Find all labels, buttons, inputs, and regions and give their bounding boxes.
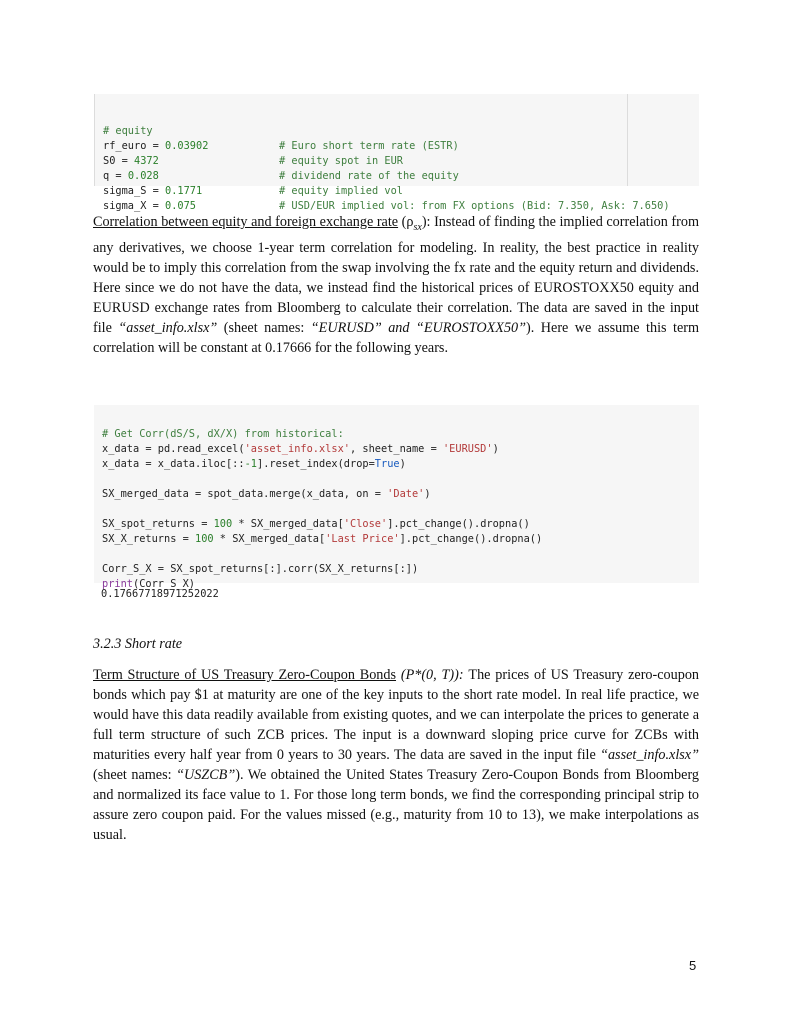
code-line: S0 = 4372 # equity spot in EUR xyxy=(103,155,403,167)
paragraph-correlation: Correlation between equity and foreign exchange rate $(\rho_{sx})$: Instead of finding the implied correlation from any derivatives, we choose 1-year term correlation for modeling. In reality, the best practice in reality would be to imply this correlation from the swap involving the fx rate and the equity return and dividends. Here since we do not have the data, we instead find the historical prices of EUROSTOXX50 equity and EURUSD exchange rates from Bloomberg to calculate their correlation. The data are saved in the input file “asset_info.xlsx” (sheet names: “EURUSD” and “EUROSTOXX50”). Here we assume this term correlation will be constant at 0.17666 for the following years. xyxy=(93,214,700,356)
code-line: SX_spot_returns = 100 * SX_merged_data['Close'].pct_change().dropna() xyxy=(102,518,530,530)
code-line: Corr_S_X = SX_spot_returns[:].corr(SX_X_returns[:]) xyxy=(102,563,419,575)
code-block-parameters xyxy=(94,94,699,212)
code-line: x_data = pd.read_excel('asset_info.xlsx', sheet_name = 'EURUSD') xyxy=(102,443,499,455)
code-line: rf_euro = 0.03902 # Euro short term rate (ESTR) xyxy=(103,140,459,152)
code-line-blank xyxy=(102,547,699,562)
code-line: print(Corr_S_X) xyxy=(102,578,195,590)
code-cell-divider xyxy=(627,94,628,186)
code-line: sigma_X = 0.075 # USD/EUR implied vol: from FX options (Bid: 7.350, Ask: 7.650) xyxy=(103,200,670,212)
code-block-correlation xyxy=(94,405,699,590)
code-line: x_data = x_data.iloc[::-1].reset_index(drop=True) xyxy=(102,458,406,470)
paragraph-term-structure: Term Structure of US Treasury Zero-Coupon Bonds (P*(0, T)): The prices of US Treasury zero-coupon bonds which pay $1 at maturity are one of the key inputs to the short rate model. In real life practice, we would have this data readily available from existing quotes, and we can interpolate the prices to generate a full term structure of such ZCB prices. The input is a downward sloping price curve for ZCBs with maturities every half year from 0 years to 30 years. The data are saved in the input file “asset_info.xlsx” (sheet names: “USZCB”). We obtained the United States Treasury Zero-Coupon Bonds from Bloomberg and normalized its face value to 1. For those long term bonds, we find the corresponding principal strip to assure zero coupon paid. For the values missed (e.g., maturity from 10 to 13), we make interpolations as usual. xyxy=(93,667,700,843)
term-zcb: Term Structure of US Treasury Zero-Coupon Bonds xyxy=(93,667,397,683)
code-line: SX_X_returns = 100 * SX_merged_data['Last Price'].pct_change().dropna() xyxy=(102,533,543,545)
page-number: 5 xyxy=(689,958,697,973)
code-line: SX_merged_data = spot_data.merge(x_data, on = 'Date') xyxy=(102,488,431,500)
section-heading: 3.2.3 Short rate xyxy=(93,636,183,652)
code-line: # equity xyxy=(103,125,153,137)
code-line: # Get Corr(dS/S, dX/X) from historical: xyxy=(102,428,344,440)
code-line: sigma_S = 0.1771 # equity implied vol xyxy=(103,185,403,197)
code-line-blank xyxy=(102,502,699,517)
term-correlation: Correlation between equity and foreign exchange rate xyxy=(93,214,399,230)
code-line: q = 0.028 # dividend rate of the equity xyxy=(103,170,459,182)
code-output: 0.17667718971252022 xyxy=(101,588,219,600)
code-line-blank xyxy=(102,472,699,487)
